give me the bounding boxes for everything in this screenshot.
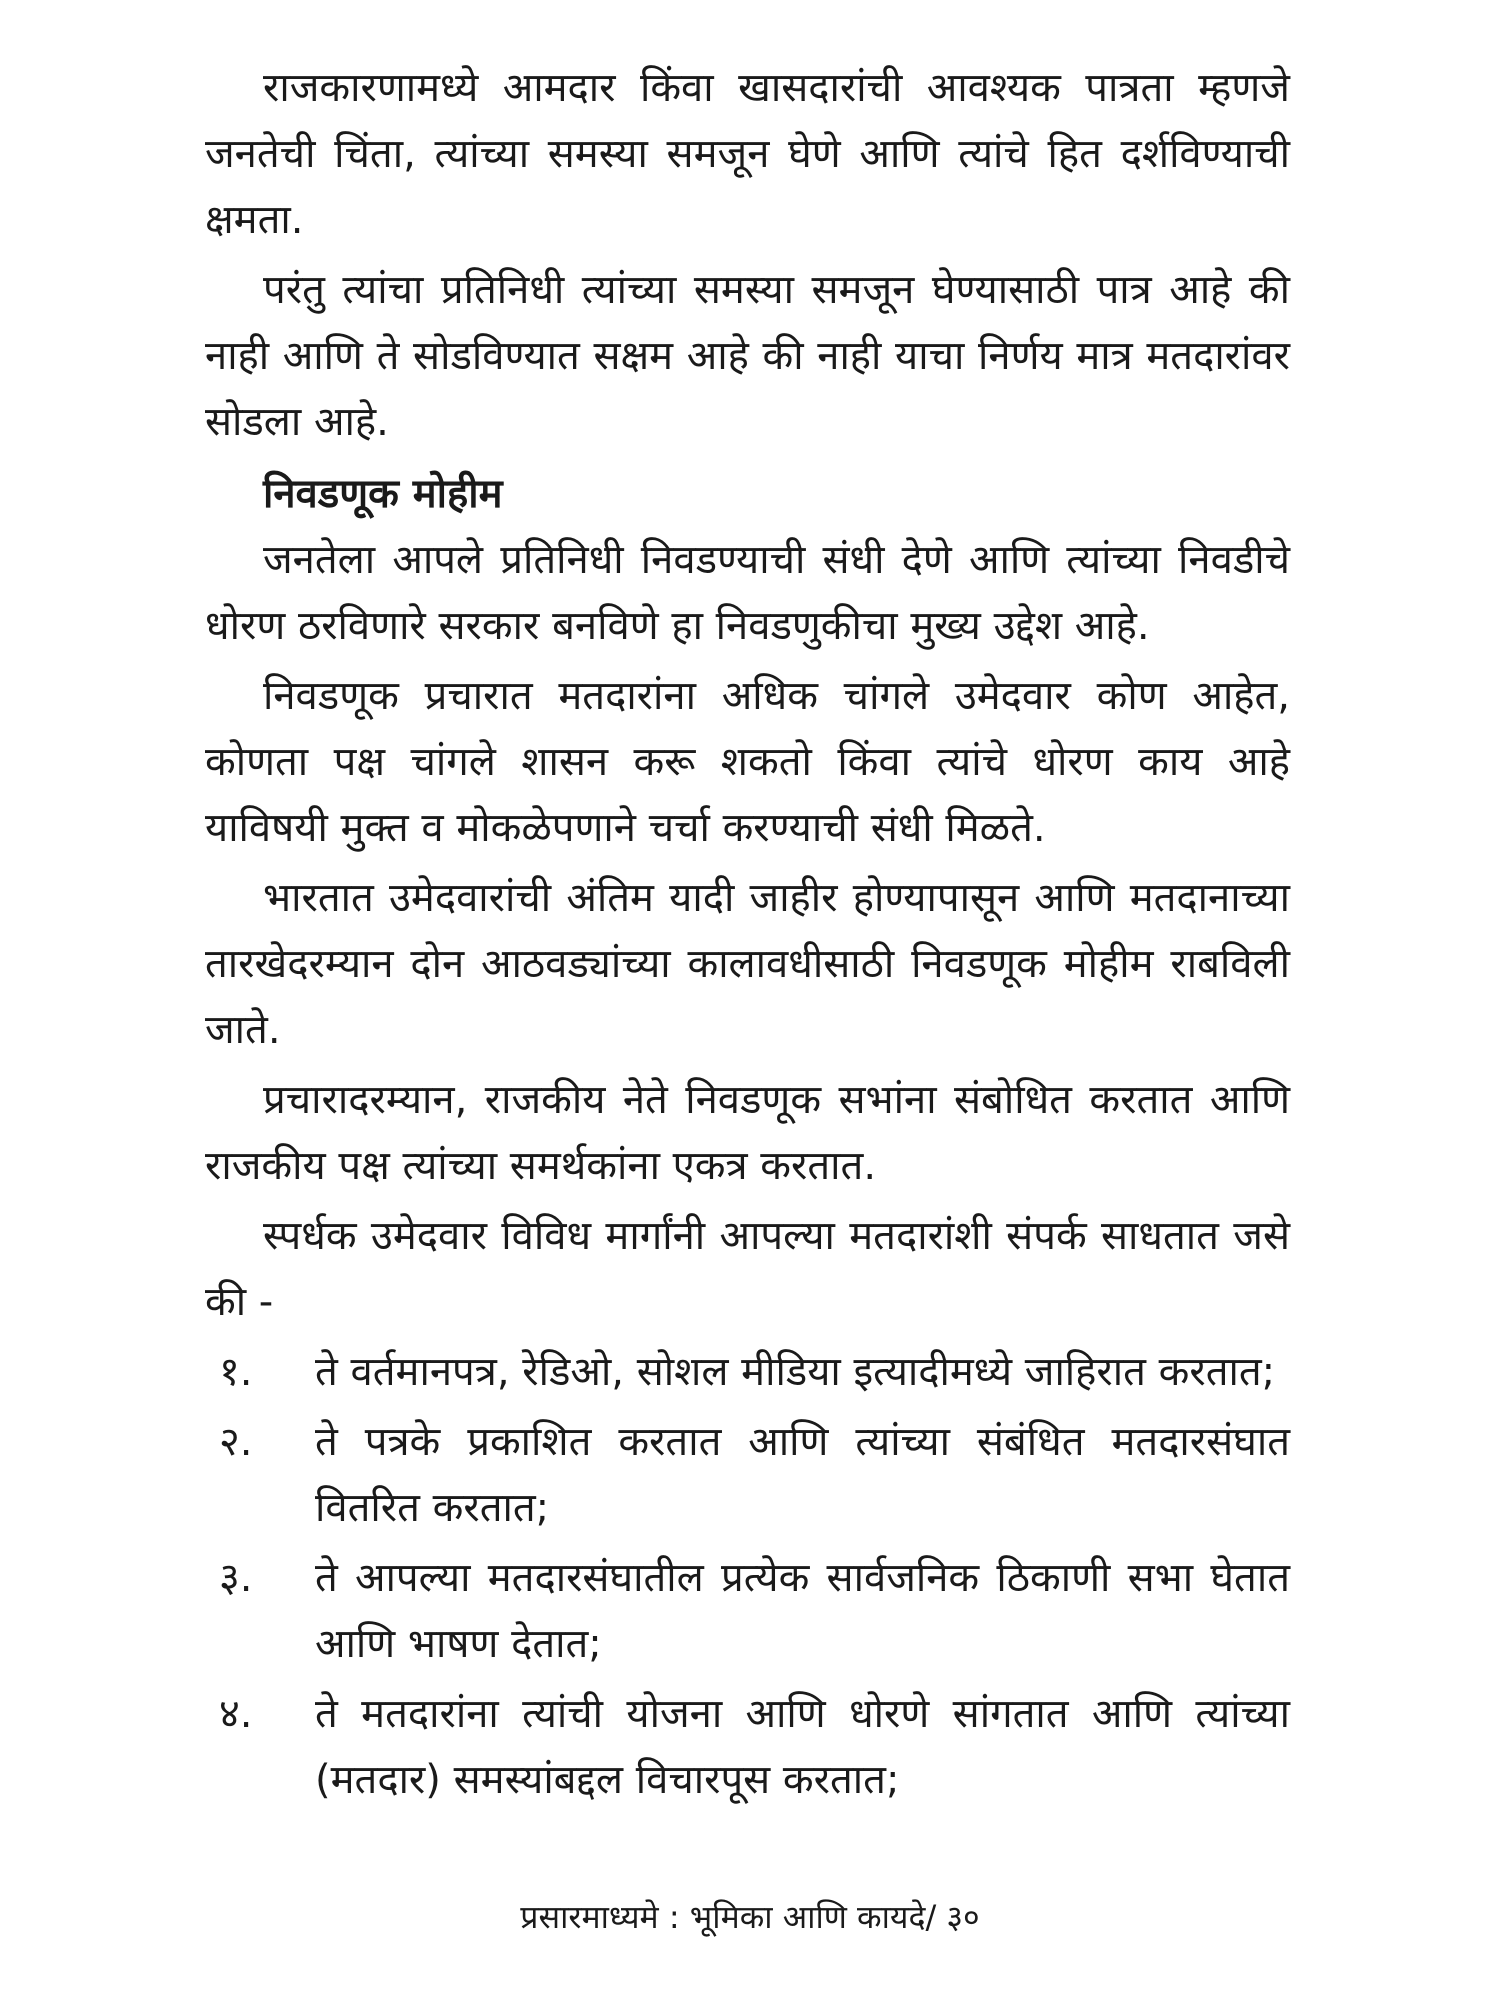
list-item-text: ते मतदारांना त्यांची योजना आणि धोरणे सांगतात आणि त्यांच्या (मतदार) समस्यांबद्दल विचारपूस करतात; (315, 1691, 1290, 1803)
section-heading: निवडणूक मोहीम (263, 471, 503, 517)
list-item (205, 1409, 1290, 1541)
paragraph-contact-methods: स्पर्धक उमेदवार विविध मार्गांनी आपल्या मतदारांशी संपर्क साधतात जसे की - (205, 1213, 1290, 1325)
list-item (205, 1545, 1290, 1677)
list-item-text: ते वर्तमानपत्र, रेडिओ, सोशल मीडिया इत्यादीमध्ये जाहिरात करतात; (315, 1349, 1276, 1395)
list-item-number: १. (219, 1349, 253, 1395)
list-item (205, 1681, 1290, 1813)
page-footer: प्रसारमाध्यमे : भूमिका आणि कायदे/ ३० (520, 1898, 980, 1936)
list-item-text: ते आपल्या मतदारसंघातील प्रत्येक सार्वजनिक ठिकाणी सभा घेतात आणि भाषण देतात; (315, 1555, 1291, 1667)
paragraph-campaign-duration: भारतात उमेदवारांची अंतिम यादी जाहीर होण्यापासून आणि मतदानाच्या तारखेदरम्यान दोन आठवड्यांच्या कालावधीसाठी निवडणूक मोहीम राबविली जाते. (205, 875, 1290, 1053)
paragraph-campaign-discussion: निवडणूक प्रचारात मतदारांना अधिक चांगले उमेदवार कोण आहेत, कोणता पक्ष चांगले शासन करू शकतो किंवा त्यांचे धोरण काय आहे याविषयी मुक्त व मोकळेपणाने चर्चा करण्याची संधी मिळते. (205, 673, 1290, 851)
paragraph-voters-decision: परंतु त्यांचा प्रतिनिधी त्यांच्या समस्या समजून घेण्यासाठी पात्र आहे की नाही आणि ते सोडविण्यात सक्षम आहे की नाही याचा निर्णय मात्र मतदारांवर सोडला आहे. (205, 267, 1290, 445)
paragraph-campaign-rallies: प्रचारादरम्यान, राजकीय नेते निवडणूक सभांना संबोधित करतात आणि राजकीय पक्ष त्यांच्या समर्थकांना एकत्र करतात. (205, 1077, 1290, 1189)
list-item (205, 1339, 1290, 1405)
paragraph-qualification: राजकारणामध्ये आमदार किंवा खासदारांची आवश्यक पात्रता म्हणजे जनतेची चिंता, त्यांच्या समस्या समजून घेणे आणि त्यांचे हित दर्शविण्याची क्षमता. (205, 65, 1290, 243)
list-item-number: ४. (219, 1691, 253, 1737)
list-item-number: ३. (219, 1555, 253, 1601)
list-item-text: ते पत्रके प्रकाशित करतात आणि त्यांच्या संबंधित मतदारसंघात वितरित करतात; (315, 1419, 1290, 1531)
list-item-number: २. (219, 1419, 253, 1465)
paragraph-election-purpose: जनतेला आपले प्रतिनिधी निवडण्याची संधी देणे आणि त्यांच्या निवडीचे धोरण ठरविणारे सरकार बनविणे हा निवडणुकीचा मुख्य उद्देश आहे. (205, 537, 1290, 649)
contact-methods-list (205, 1339, 1290, 1813)
page-content (205, 55, 1290, 1955)
